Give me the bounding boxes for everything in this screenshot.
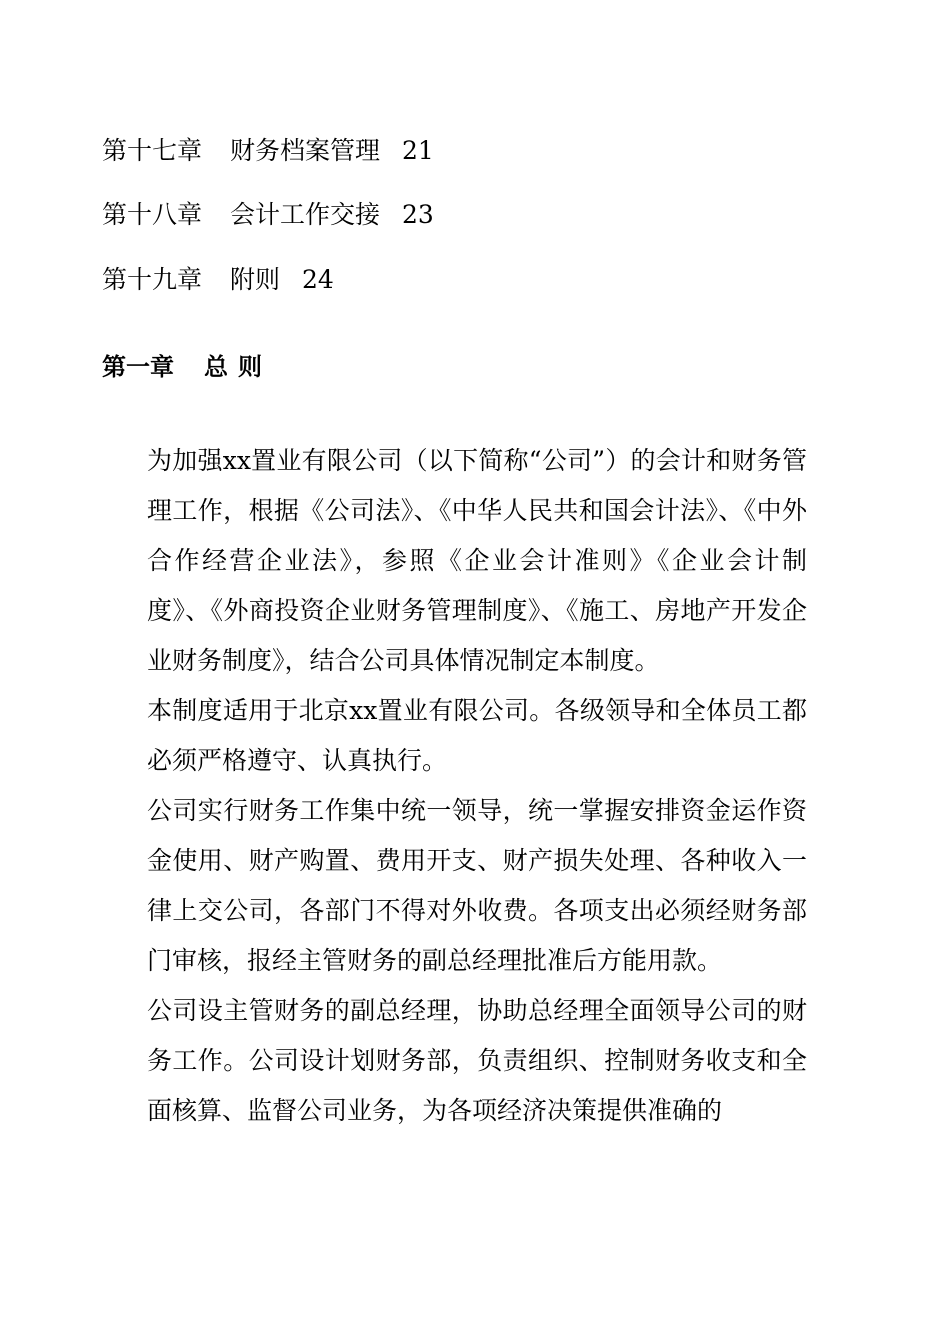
toc-title: 附则 <box>230 265 281 294</box>
toc-page: 24 <box>302 265 334 294</box>
paragraph: 本制度适用于北京xx置业有限公司。各级领导和全体员工都必须严格遵守、认真执行。 <box>147 696 807 775</box>
toc-chapter: 第十八章 <box>102 200 203 229</box>
chapter-heading <box>102 350 262 384</box>
toc-chapter: 第十七章 <box>102 136 203 165</box>
toc-entry-17 <box>102 135 434 167</box>
toc-page: 23 <box>402 200 434 229</box>
toc-title: 会计工作交接 <box>230 200 381 229</box>
chapter-title-part-2: 则 <box>238 353 262 381</box>
toc-entry-18 <box>102 199 434 231</box>
chapter-number: 第一章 <box>102 353 174 381</box>
paragraph: 公司设主管财务的副总经理，协助总经理全面领导公司的财务工作。公司设计划财务部，负责组织、控制财务收支和全面核算、监督公司业务，为各项经济决策提供准确的 <box>147 996 807 1125</box>
chapter-title-part-1: 总 <box>204 353 228 381</box>
body-text <box>147 436 807 1136</box>
toc-entry-19 <box>102 264 334 296</box>
paragraph: 公司实行财务工作集中统一领导，统一掌握安排资金运作资金使用、财产购置、费用开支、财产损失处理、各种收入一律上交公司，各部门不得对外收费。各项支出必须经财务部门审核，报经主管财务的副总经理批准后方能用款。 <box>147 796 807 975</box>
toc-page: 21 <box>402 136 434 165</box>
toc-title: 财务档案管理 <box>230 136 381 165</box>
paragraph: 为加强xx置业有限公司（以下简称“公司”）的会计和财务管理工作，根据《公司法》、《中华人民共和国会计法》、《中外合作经营企业法》，参照《企业会计准则》《企业会计制度》、《外商投资企业财务管理制度》、《施工、房地产开发企业财务制度》，结合公司具体情况制定本制度。 <box>147 446 807 675</box>
toc-chapter: 第十九章 <box>102 265 203 294</box>
